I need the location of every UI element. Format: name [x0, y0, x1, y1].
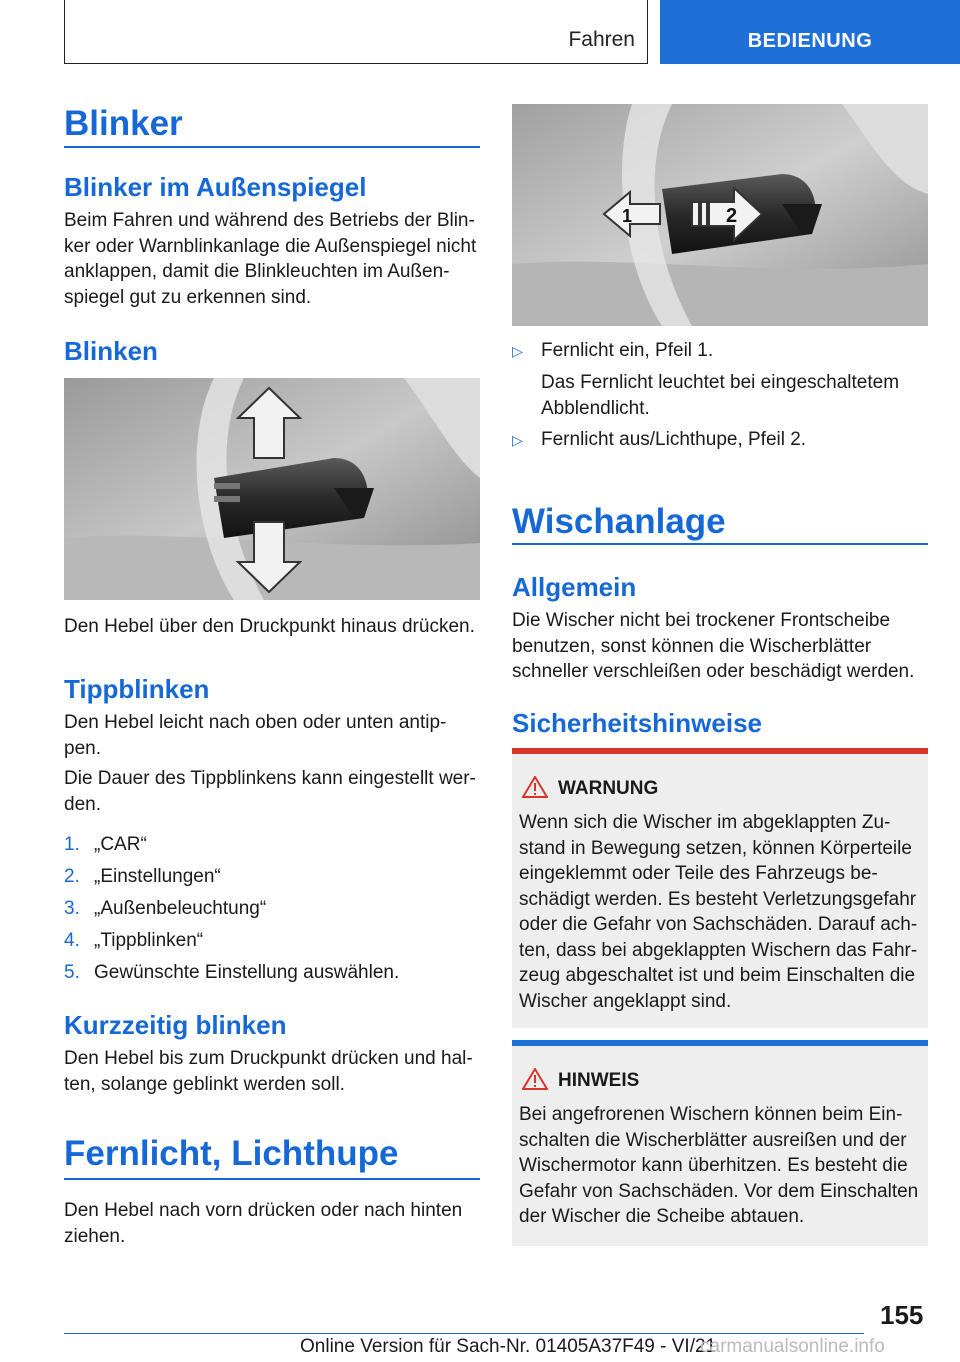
bullet-triangle-icon: ▷ [512, 432, 523, 448]
warning-text: Wenn sich die Wischer im abgeklappten Zu- stand in Bewegung setzen, können Körperteile eingeklemmt oder Teile des Fahrzeugs be- schädigt werden. Es besteht Verletzungsgefahr oder die Gefahr von Sachschäden. Darauf ach- ten, dass bei abgeklappten Wischern das Fahr- zeug abgeschaltet ist und beim Einschalten die Wischer angeklappt sind. [519, 812, 918, 1012]
warning-title: WARNUNG [558, 778, 659, 799]
heading-rule [64, 1178, 480, 1180]
heading-wischanlage: Wischanlage [512, 502, 726, 541]
notice-text: Bei angefrorenen Wischern können beim Ein- schalten die Wischerblätter ausreißen und der Wischermotor kann überhitzen. Es besteht die Gefahr von Sachschäden. Vor dem Einschalten der Wischer die Scheibe abtauen. [519, 1104, 919, 1227]
step-text: Gewünschte Einstellung auswählen. [94, 962, 400, 983]
header-section-box [64, 0, 648, 64]
heading-rule [512, 543, 928, 545]
step-number: 1. [64, 834, 80, 855]
header-section-label: Fahren [568, 28, 635, 51]
figure-blinker-lever [64, 378, 480, 600]
step-text: „CAR“ [94, 834, 147, 855]
notice-warning-icon [522, 1068, 548, 1090]
header-chapter-tab [660, 0, 960, 64]
notice-bar [512, 1040, 928, 1046]
figure-label-2: 2 [726, 205, 738, 227]
paragraph-aussenspiegel: Beim Fahren und während des Betriebs der Blin- ker oder Warnblinkanlage die Außenspiegel nicht anklappen, damit die Blinkleuchten im Außen- spiegel gut zu erkennen sind. [64, 210, 477, 308]
heading-allgemein: Allgemein [512, 572, 637, 602]
paragraph-blinken: Den Hebel über den Druckpunkt hinaus drücken. [64, 616, 475, 637]
warning-bar [512, 748, 928, 754]
step-text: „Tippblinken“ [94, 930, 204, 951]
heading-kurzzeitig: Kurzzeitig blinken [64, 1010, 287, 1040]
footer-rule [64, 1333, 864, 1334]
warning-icon [522, 776, 548, 798]
paragraph-kurzzeitig: Den Hebel bis zum Druckpunkt drücken und hal- ten, solange geblinkt werden soll. [64, 1048, 473, 1095]
watermark: carmanualsonline.info [700, 1336, 885, 1357]
bullet-triangle-icon: ▷ [512, 343, 523, 359]
step-number: 4. [64, 930, 80, 951]
paragraph-tipp-2: Die Dauer des Tippblinkens kann eingestellt wer- den. [64, 768, 476, 815]
bullet-text: Fernlicht ein, Pfeil 1. [541, 340, 714, 361]
paragraph-allgemein: Die Wischer nicht bei trockener Frontscheibe benutzen, sonst können die Wischerblätter schneller verschleißen oder beschädigt werden. [512, 610, 915, 682]
step-text: „Außenbeleuchtung“ [94, 898, 267, 919]
bullet-text: Fernlicht aus/Lichthupe, Pfeil 2. [541, 429, 807, 450]
footer-online-version: Online Version für Sach-Nr. 01405A37F49 - VI/21 [300, 1336, 717, 1357]
step-number: 2. [64, 866, 80, 887]
notice-box [512, 1040, 928, 1246]
page-number: 155 [880, 1300, 924, 1330]
bullet-subtext: Das Fernlicht leuchtet bei eingeschaltetem Abblendlicht. [541, 372, 900, 419]
paragraph-fernlicht: Den Hebel nach vorn drücken oder nach hinten ziehen. [64, 1200, 463, 1247]
figure-fernlicht-lever [512, 104, 928, 326]
heading-rule [64, 146, 480, 148]
header-chapter-label: BEDIENUNG [747, 30, 873, 52]
heading-sicherheitshinweise: Sicherheitshinweise [512, 708, 762, 738]
heading-fernlicht: Fernlicht, Lichthupe [64, 1134, 399, 1173]
heading-blinken: Blinken [64, 336, 158, 366]
warning-box [512, 748, 928, 1028]
step-number: 3. [64, 898, 80, 919]
heading-blinker: Blinker [64, 104, 183, 143]
paragraph-tipp-1: Den Hebel leicht nach oben oder unten antip- pen. [64, 712, 447, 759]
step-number: 5. [64, 962, 80, 983]
heading-blinker-aussenspiegel: Blinker im Außenspiegel [64, 172, 367, 202]
heading-tippblinken: Tippblinken [64, 674, 210, 704]
figure-label-1: 1 [622, 206, 633, 226]
step-text: „Einstellungen“ [94, 866, 221, 887]
notice-title: HINWEIS [558, 1070, 640, 1091]
